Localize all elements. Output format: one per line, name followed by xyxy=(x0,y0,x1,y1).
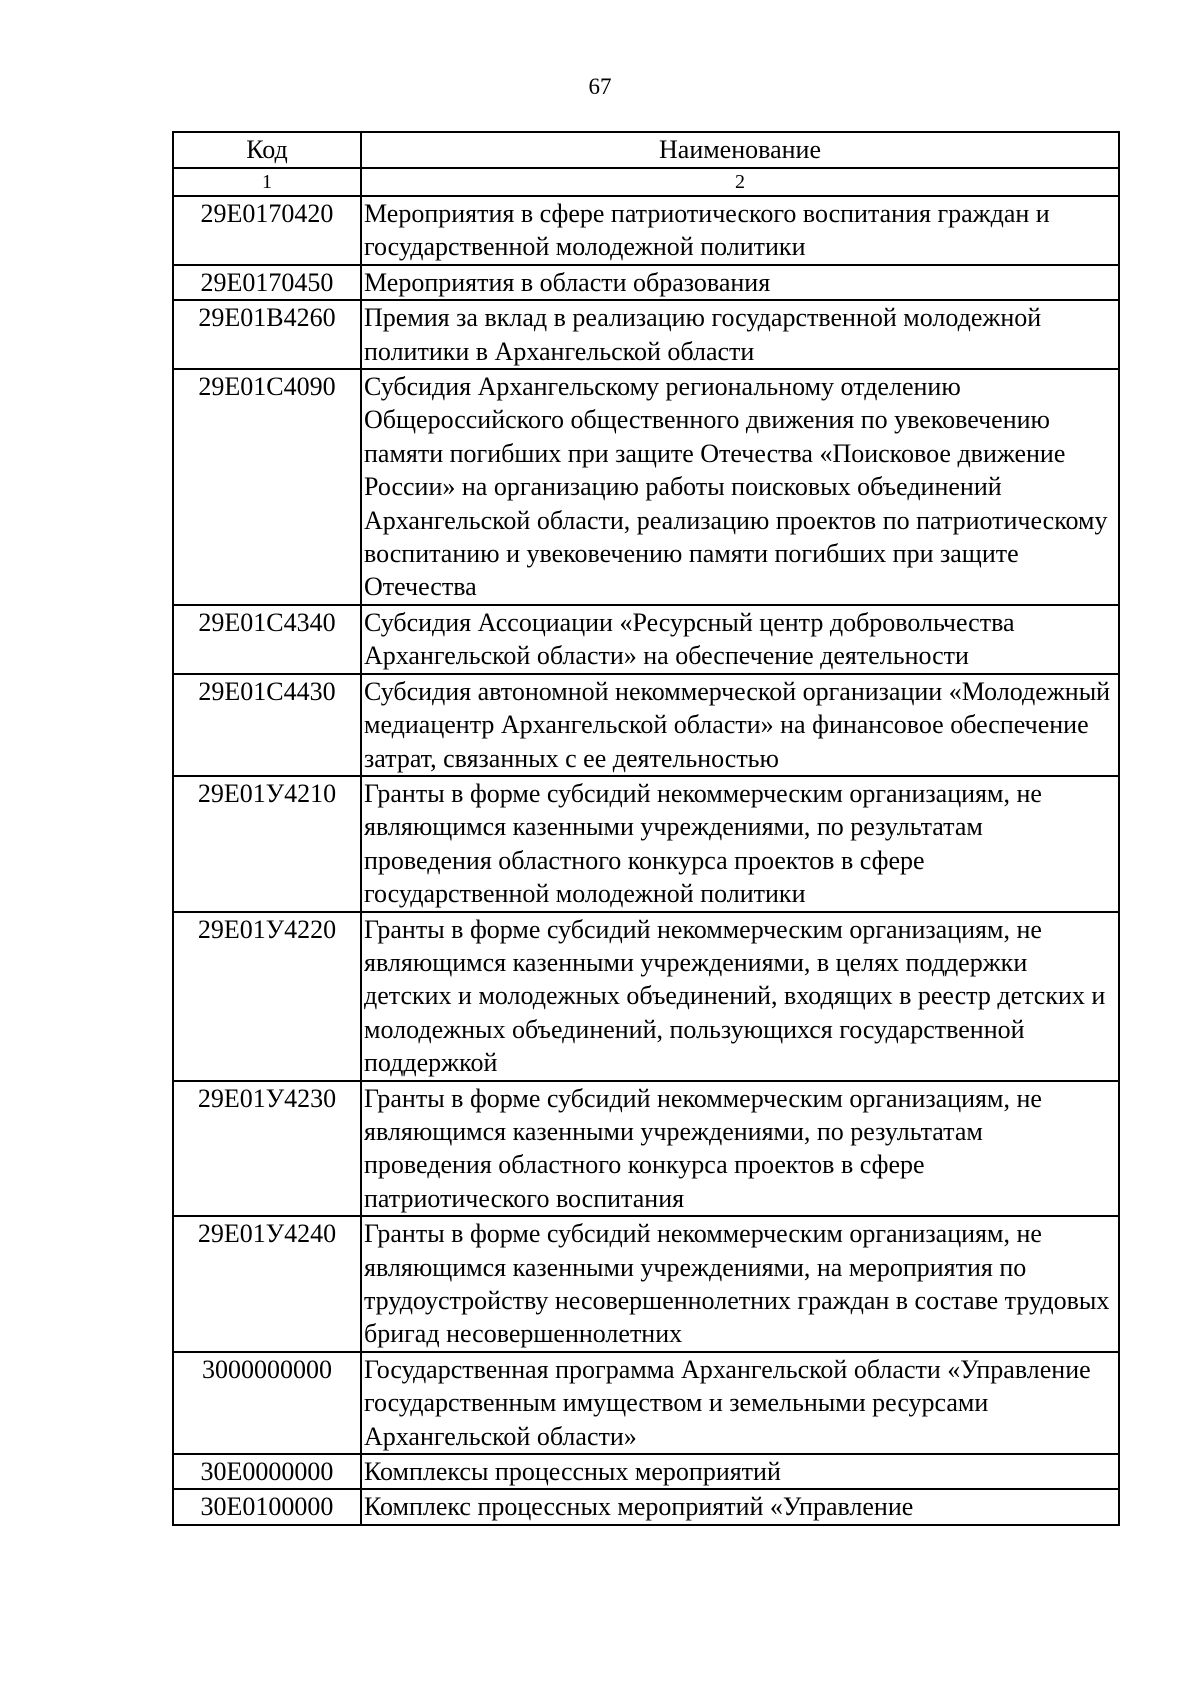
row-name: Государственная программа Архангельской области «Управление государственным имуществом и земельными ресурсами Архангельской области» xyxy=(361,1352,1119,1454)
row-code: 30Е0100000 xyxy=(173,1489,361,1524)
header-code: Код xyxy=(173,132,361,168)
header-name: Наименование xyxy=(361,132,1119,168)
row-name: Гранты в форме субсидий некоммерческим организациям, не являющимся казенными учреждениями, в целях поддержки детских и молодежных объединений, входящих в реестр детских и молодежных объединений, пользующихся государственной поддержкой xyxy=(361,912,1119,1081)
row-name: Комплекс процессных мероприятий «Управление xyxy=(361,1489,1119,1524)
row-name: Субсидия автономной некоммерческой организации «Молодежный медиацентр Архангельской области» на финансовое обеспечение затрат, связанных с ее деятельностью xyxy=(361,674,1119,776)
table-row xyxy=(173,776,1119,912)
row-name: Мероприятия в сфере патриотического воспитания граждан и государственной молодежной политики xyxy=(361,196,1119,265)
row-code: 29Е0170420 xyxy=(173,196,361,265)
table-row xyxy=(173,300,1119,369)
row-code: 3000000000 xyxy=(173,1352,361,1454)
row-code: 29Е01У4210 xyxy=(173,776,361,912)
row-code: 29Е01У4240 xyxy=(173,1216,361,1352)
row-name: Субсидия Архангельскому региональному отделению Общероссийского общественного движения по увековечению памяти погибших при защите Отечества «Поисковое движение России» на организацию работы поисковых объединений Архангельской области, реализацию проектов по патриотическому воспитанию и увековечению памяти погибших при защите Отечества xyxy=(361,369,1119,605)
row-name: Субсидия Ассоциации «Ресурсный центр добровольчества Архангельской области» на обеспечение деятельности xyxy=(361,605,1119,674)
row-name: Гранты в форме субсидий некоммерческим организациям, не являющимся казенными учреждениями, по результатам проведения областного конкурса проектов в сфере государственной молодежной политики xyxy=(361,776,1119,912)
row-name: Комплексы процессных мероприятий xyxy=(361,1454,1119,1489)
table-row xyxy=(173,912,1119,1081)
row-code: 29Е01С4340 xyxy=(173,605,361,674)
column-number-row xyxy=(173,168,1119,196)
row-code: 30Е0000000 xyxy=(173,1454,361,1489)
table-row xyxy=(173,1081,1119,1217)
row-name: Премия за вклад в реализацию государственной молодежной политики в Архангельской области xyxy=(361,300,1119,369)
row-name: Гранты в форме субсидий некоммерческим организациям, не являющимся казенными учреждениями, по результатам проведения областного конкурса проектов в сфере патриотического воспитания xyxy=(361,1081,1119,1217)
table-row xyxy=(173,196,1119,265)
table-row xyxy=(173,674,1119,776)
table-row xyxy=(173,1216,1119,1352)
column-number-1: 1 xyxy=(173,168,361,196)
table-row xyxy=(173,265,1119,300)
header-row xyxy=(173,132,1119,168)
table-row xyxy=(173,1352,1119,1454)
row-code: 29Е01С4090 xyxy=(173,369,361,605)
column-number-2: 2 xyxy=(361,168,1119,196)
row-code: 29Е01У4220 xyxy=(173,912,361,1081)
row-name: Гранты в форме субсидий некоммерческим организациям, не являющимся казенными учреждениями, на мероприятия по трудоустройству несовершеннолетних граждан в составе трудовых бригад несовершеннолетних xyxy=(361,1216,1119,1352)
table-row xyxy=(173,1489,1119,1524)
table-row xyxy=(173,1454,1119,1489)
row-code: 29Е01В4260 xyxy=(173,300,361,369)
row-name: Мероприятия в области образования xyxy=(361,265,1119,300)
row-code: 29Е01С4430 xyxy=(173,674,361,776)
row-code: 29Е0170450 xyxy=(173,265,361,300)
table-row xyxy=(173,369,1119,605)
row-code: 29Е01У4230 xyxy=(173,1081,361,1217)
table-row xyxy=(173,605,1119,674)
page-number: 67 xyxy=(588,74,612,99)
budget-codes-table xyxy=(172,131,1120,1526)
